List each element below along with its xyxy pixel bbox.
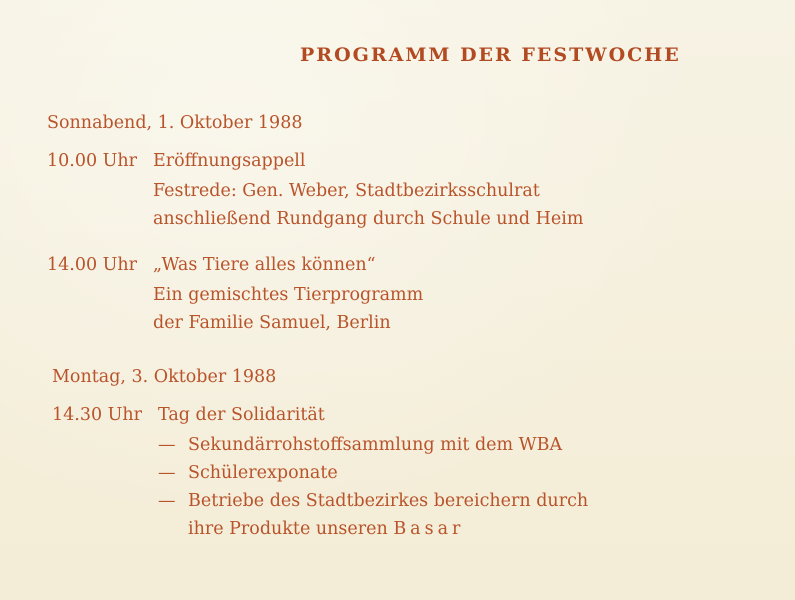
page-title: PROGRAMM DER FESTWOCHE <box>300 44 681 66</box>
list-item <box>158 435 562 455</box>
basar-word: Basar <box>393 519 465 539</box>
day-1-event-1 <box>47 151 306 171</box>
list-item <box>158 463 338 483</box>
event-detail: der Familie Samuel, Berlin <box>153 313 391 333</box>
event-time: 14.30 Uhr <box>52 405 143 425</box>
event-detail: Ein gemischtes Tierprogramm <box>153 285 424 305</box>
event-time: 10.00 Uhr <box>47 151 138 171</box>
event-time: 14.00 Uhr <box>47 255 138 275</box>
list-item-text: Betriebe des Stadtbezirkes bereichern durch <box>188 491 589 511</box>
list-item-text: Schülerexponate <box>188 463 338 483</box>
day-1-date: Sonnabend, 1. Oktober 1988 <box>47 113 303 133</box>
event-name: „Was Tiere alles können“ <box>153 255 376 275</box>
day-2-date: Montag, 3. Oktober 1988 <box>52 367 277 387</box>
day-2-event-1 <box>52 405 325 425</box>
event-name: Tag der Solidarität <box>158 405 325 425</box>
list-item <box>158 491 588 511</box>
dash-bullet: — <box>158 491 176 511</box>
dash-bullet: — <box>158 435 176 455</box>
dash-bullet: — <box>158 463 176 483</box>
event-name: Eröffnungsappell <box>153 151 306 171</box>
continuation-text: ihre Produkte unseren <box>188 519 388 539</box>
event-detail: Festrede: Gen. Weber, Stadtbezirksschulrat <box>153 181 540 201</box>
event-detail: anschließend Rundgang durch Schule und Heim <box>153 209 584 229</box>
day-1-event-2 <box>47 255 376 275</box>
list-item-continuation <box>188 519 464 539</box>
list-item-text: Sekundärrohstoffsammlung mit dem WBA <box>188 435 563 455</box>
